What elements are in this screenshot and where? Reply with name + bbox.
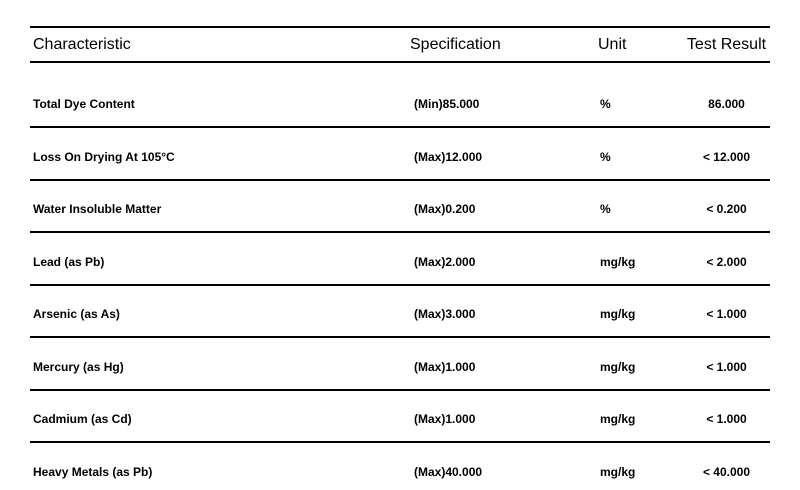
table-row [30,232,770,285]
unit-cell: % [595,127,683,180]
column-header-specification: Specification [407,27,595,62]
unit-cell: mg/kg [595,442,683,490]
test-result-cell: < 1.000 [683,285,770,338]
characteristic-cell: Arsenic (as As) [30,285,407,338]
table-row [30,390,770,443]
unit-cell: mg/kg [595,285,683,338]
specification-cell: (Max)40.000 [407,442,595,490]
characteristic-cell: Heavy Metals (as Pb) [30,442,407,490]
header-row [30,27,770,62]
characteristic-cell: Loss On Drying At 105°C [30,127,407,180]
test-result-cell: < 1.000 [683,390,770,443]
specification-cell: (Max)0.200 [407,180,595,233]
table-row [30,127,770,180]
test-result-cell: < 1.000 [683,337,770,390]
characteristic-cell: Water Insoluble Matter [30,180,407,233]
unit-cell: % [595,62,683,127]
test-result-cell: 86.000 [683,62,770,127]
table-row [30,62,770,127]
column-header-unit: Unit [595,27,683,62]
specification-cell: (Min)85.000 [407,62,595,127]
test-results-table [30,26,770,490]
table-row [30,285,770,338]
specification-cell: (Max)1.000 [407,390,595,443]
characteristic-cell: Cadmium (as Cd) [30,390,407,443]
unit-cell: mg/kg [595,232,683,285]
unit-cell: % [595,180,683,233]
specification-cell: (Max)3.000 [407,285,595,338]
specification-cell: (Max)12.000 [407,127,595,180]
characteristic-cell: Mercury (as Hg) [30,337,407,390]
characteristic-cell: Lead (as Pb) [30,232,407,285]
characteristic-cell: Total Dye Content [30,62,407,127]
test-result-cell: < 40.000 [683,442,770,490]
unit-cell: mg/kg [595,337,683,390]
specification-cell: (Max)1.000 [407,337,595,390]
column-header-characteristic: Characteristic [30,27,407,62]
table-row [30,180,770,233]
table-row [30,442,770,490]
table-row [30,337,770,390]
test-result-cell: < 2.000 [683,232,770,285]
test-result-cell: < 0.200 [683,180,770,233]
test-result-cell: < 12.000 [683,127,770,180]
specification-cell: (Max)2.000 [407,232,595,285]
column-header-test-result: Test Result [683,27,770,62]
unit-cell: mg/kg [595,390,683,443]
